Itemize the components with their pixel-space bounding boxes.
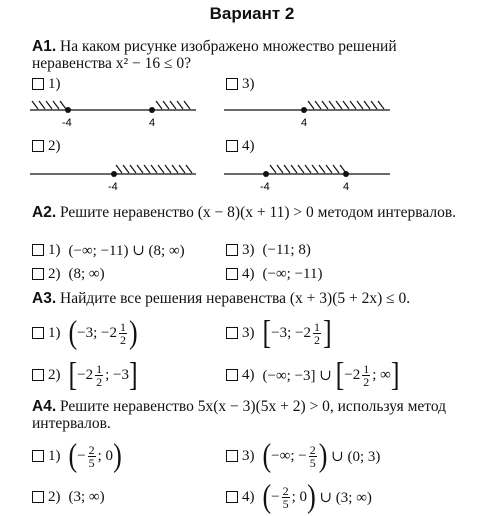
svg-text:4: 4	[301, 117, 308, 129]
question-a1-label: А1.	[32, 38, 57, 55]
a4-option-1[interactable]: 1) ( − $\frac{2}{5}$ ; 0 )	[32, 440, 122, 472]
a2-option-3[interactable]: 3) (−11; 8)	[226, 238, 311, 262]
a1-number-line-1	[30, 96, 200, 132]
a3-option-1[interactable]: 1) ( −3; −2 $\frac{1}{2}$ )	[32, 318, 138, 348]
a4-option-2[interactable]: 2) (3; ∞)	[32, 482, 105, 512]
question-a3-text: Найдите все решения неравенства (x + 3)(5 + 2x) ≤ 0.	[60, 290, 411, 307]
a2-option-4[interactable]: 4) (−∞; −11)	[226, 262, 322, 286]
question-a4-label: А4.	[32, 398, 57, 415]
a4-option-3-expression: ( −∞; − $\frac{2}{5}$ ) ∪ (0; 3)	[262, 437, 381, 474]
checkbox[interactable]	[226, 78, 238, 90]
question-a3-label: А3.	[32, 290, 57, 307]
a2-option-1[interactable]: 1) (−∞; −11) ∪ (8; ∞)	[32, 238, 185, 262]
a1-number-line-4	[224, 160, 394, 196]
checkbox[interactable]	[32, 140, 44, 152]
checkbox[interactable]	[226, 268, 238, 280]
a3-option-3[interactable]: 3) [ −3; −2 $\frac{1}{2}$ ]	[226, 318, 332, 348]
question-a1	[32, 38, 472, 72]
a1-number-line-2	[30, 160, 200, 196]
svg-text:-4: -4	[62, 117, 72, 129]
question-a4-text: Решите неравенство 5x(x − 3)(5x + 2) > 0, используя метод интервалов.	[32, 398, 447, 432]
a1-option-1[interactable]: 1)	[32, 72, 61, 96]
variant-title: Вариант 2	[209, 4, 295, 23]
checkbox[interactable]	[226, 450, 238, 462]
a4-option-1-expression: ( − $\frac{2}{5}$ ; 0 )	[68, 437, 122, 474]
a3-option-3-expression: [ −3; −2 $\frac{1}{2}$ ]	[262, 313, 332, 352]
question-a2-text: Решите неравенство (x − 8)(x + 11) > 0 методом интервалов.	[60, 204, 457, 221]
question-a4	[32, 398, 472, 432]
checkbox[interactable]	[32, 450, 44, 462]
a3-option-1-expression: ( −3; −2 $\frac{1}{2}$ )	[68, 314, 138, 351]
a1-option-3[interactable]: 3)	[226, 72, 255, 96]
checkbox[interactable]	[226, 491, 238, 503]
a3-option-2-expression: [ −2 $\frac{1}{2}$ ; −3 ]	[68, 355, 138, 394]
svg-text:4: 4	[343, 181, 350, 193]
question-a1-text: На каком рисунке изображено множество решений неравенства x² − 16 ≤ 0?	[32, 38, 397, 72]
a2-option-2[interactable]: 2) (8; ∞)	[32, 262, 105, 286]
question-a2-label: А2.	[32, 204, 57, 221]
a4-option-3[interactable]: 3) ( −∞; − $\frac{2}{5}$ ) ∪ (0; 3)	[226, 440, 380, 472]
svg-text:-4: -4	[260, 181, 270, 193]
svg-text:-4: -4	[108, 181, 118, 193]
a1-option-4[interactable]: 4)	[226, 134, 255, 158]
a3-option-4-expression: (−∞; −3] ∪ [ −2 $\frac{1}{2}$ ; ∞ ]	[262, 355, 400, 394]
checkbox[interactable]	[226, 327, 238, 339]
question-a2	[32, 204, 472, 221]
checkbox[interactable]	[32, 327, 44, 339]
a1-number-line-3	[224, 96, 394, 132]
checkbox[interactable]	[32, 268, 44, 280]
svg-text:4: 4	[149, 117, 156, 129]
question-a3	[32, 290, 472, 307]
checkbox[interactable]	[32, 78, 44, 90]
checkbox[interactable]	[226, 369, 238, 381]
a3-option-2[interactable]: 2) [ −2 $\frac{1}{2}$ ; −3 ]	[32, 360, 138, 390]
a3-option-4[interactable]: 4) (−∞; −3] ∪ [ −2 $\frac{1}{2}$ ; ∞ ]	[226, 360, 400, 390]
a4-option-4-expression: ( − $\frac{2}{5}$ ; 0 ) ∪ (3; ∞)	[262, 478, 372, 515]
checkbox[interactable]	[226, 140, 238, 152]
a1-option-2[interactable]: 2)	[32, 134, 61, 158]
checkbox[interactable]	[32, 244, 44, 256]
a4-option-4[interactable]: 4) ( − $\frac{2}{5}$ ; 0 ) ∪ (3; ∞)	[226, 482, 372, 512]
checkbox[interactable]	[226, 244, 238, 256]
checkbox[interactable]	[32, 369, 44, 381]
checkbox[interactable]	[32, 491, 44, 503]
